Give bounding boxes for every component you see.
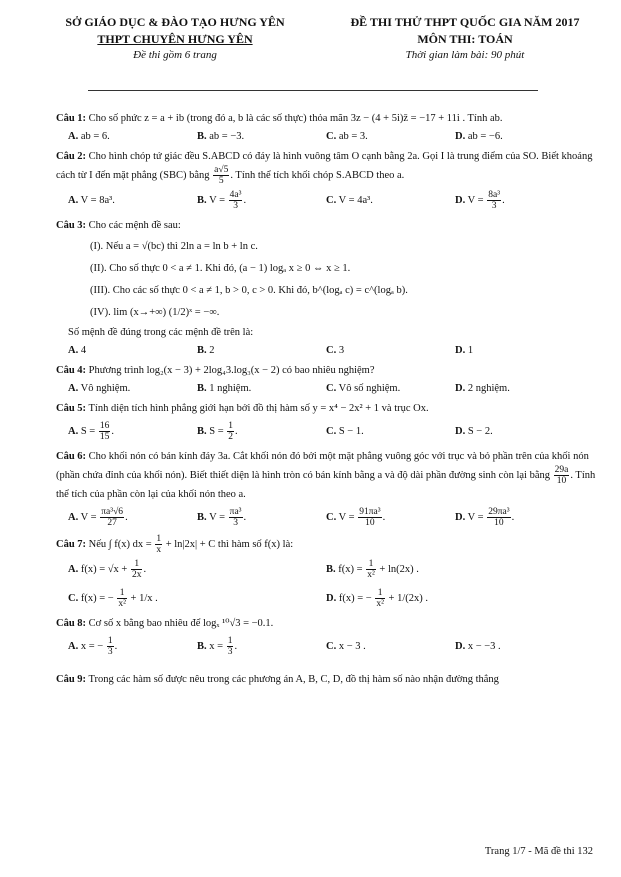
statement-4: (IV). lim (x→+∞) (1/2)ˣ = −∞. [90,307,220,318]
option-c[interactable]: C. x − 3 . [326,641,366,652]
option-b[interactable]: B. V = $\frac{\text{πa³}}{3}$ . [197,507,247,529]
option-a[interactable]: A. Vô nghiệm. [68,383,131,394]
option-d[interactable]: D. f(x) = − $\frac{1}{\text{x²}}$ + 1/(2x) . [326,588,429,610]
school-name: THPT CHUYÊN HƯNG YÊN [97,32,253,46]
option-d[interactable]: D. 2 nghiệm. [455,383,510,394]
option-b[interactable]: B. x = $\frac{1}{3}$ . [197,636,238,658]
option-c[interactable]: C. f(x) = − $\frac{1}{\text{x²}}$ + 1/x . [68,588,158,610]
question-5 [56,400,596,417]
page-count-note: Đề thi gồm 6 trang [133,49,217,61]
option-b[interactable]: B. 2 [197,345,215,356]
question-text: Cho các mệnh đề sau: [88,220,181,231]
question-8-options [56,634,596,660]
option-b[interactable]: B. S = $\frac{1}{2}$ . [197,421,238,443]
question-5-options [56,419,596,445]
question-text: Tính diện tích hình phẳng giới hạn bởi đồ thị hàm số y = x⁴ − 2x² + 1 và trục Ox. [88,403,429,414]
option-a[interactable]: A. S = $\frac{16}{15}$ . [68,421,114,443]
question-6-options [56,505,596,531]
question-text: Cho khối nón có bán kính đáy 3a. Cắt khối nón đó bởi một mặt phẳng vuông góc với trục và bỏ phần trên của khối nón (phần chứa đỉnh của khối nón). Biết thiết diện là hình tròn có bán kính bằng a và độ dài phần đường sinh còn lại bằng [56,451,589,481]
question-8 [56,615,596,632]
option-d[interactable]: D. 1 [455,345,474,356]
option-a[interactable]: A. 4 [68,345,87,356]
question-label: Câu 4: [56,365,87,376]
exam-title-block [340,14,590,63]
question-3-prompt: Số mệnh đề đúng trong các mệnh đề trên là: [68,327,254,338]
option-c[interactable]: C. Vô số nghiệm. [326,383,401,394]
question-1 [56,110,596,127]
option-a[interactable]: A. f(x) = √x + $\frac{1}{2x}$ . [68,559,147,581]
question-6 [56,448,596,503]
question-text-cont: + ln|2x| + C thì hàm số f(x) là: [165,538,294,550]
question-text-cont: . Tính thể tích khối chóp S.ABCD theo a. [230,169,405,181]
question-text: Nếu ∫ f(x) dx = [88,538,152,550]
question-2 [56,148,596,186]
question-label: Câu 8: [56,618,87,629]
question-2-options [56,188,596,214]
exam-title: ĐỀ THI THỬ THPT QUỐC GIA NĂM 2017 [350,15,580,29]
option-a[interactable]: A. x = − $\frac{1}{3}$ . [68,636,118,658]
option-b[interactable]: B. V = $\frac{\text{4a³}}{3}$ . [197,190,247,212]
school-block [45,14,305,63]
subject-name: MÔN THI: TOÁN [417,32,513,46]
option-a[interactable]: A. V = $\frac{\text{πa³√6}}{27}$ . [68,507,128,529]
question-text-cont: . Tính thể tích của phần còn lại của khối nón theo a. [56,469,596,500]
option-c[interactable]: C. V = 4a³. [326,195,373,206]
fraction: $\frac{29a}{10}$ [554,465,569,486]
question-label: Câu 6: [56,451,87,462]
question-3-options [56,343,596,359]
option-c[interactable]: C. V = $\frac{\text{91πa³}}{10}$ . [326,507,386,529]
question-4-options [56,381,596,397]
question-9 [56,671,596,688]
option-c[interactable]: C. 3 [326,345,345,356]
statement-3: (III). Cho các số thực 0 < a ≠ 1, b > 0, c > 0. Khi đó, b^(logₐ c) = c^(logₐ b). [90,285,408,296]
question-3 [56,217,596,234]
question-label: Câu 9: [56,674,87,685]
option-d[interactable]: D. ab = −6. [455,131,503,142]
option-c[interactable]: C. S − 1. [326,426,364,437]
department-name: SỞ GIÁO DỤC & ĐÀO TẠO HƯNG YÊN [65,15,285,29]
option-d[interactable]: D. V = $\frac{\text{29πa³}}{10}$ . [455,507,515,529]
question-label: Câu 3: [56,220,87,231]
fraction: $\frac{1}{x}$ [156,534,162,555]
question-text: Phương trình log₂(x − 3) + 2log₄3.log₃(x − 2) có bao nhiêu nghiệm? [88,365,375,376]
question-4 [56,362,596,379]
statement-1: (I). Nếu a = √(bc) thì 2ln a = ln b + ln c. [90,241,258,252]
question-7-options-row2 [56,586,596,612]
question-text: Trong các hàm số được nêu trong các phương án A, B, C, D, đồ thị hàm số nào nhận đường thẳng [88,674,499,685]
question-text: Cho hình chóp tứ giác đều S.ABCD có đáy là hình vuông tâm O cạnh bằng 2a. Gọi I là trung điểm của SO. Biết khoảng cách từ I đến mặt phẳng (SBC) bằng [56,151,593,181]
question-label: Câu 1: [56,113,87,124]
question-text: Cơ số x bằng bao nhiêu để logₓ ¹⁰√3 = −0.1. [88,618,274,629]
header-divider [88,90,538,91]
option-b[interactable]: B. f(x) = $\frac{1}{\text{x²}}$ + ln(2x) . [326,559,419,581]
question-label: Câu 2: [56,151,87,162]
question-7-options-row1 [56,557,596,583]
option-d[interactable]: D. S − 2. [455,426,493,437]
time-limit: Thời gian làm bài: 90 phút [405,49,525,61]
option-a[interactable]: A. V = 8a³. [68,195,115,206]
fraction: $\frac{a√5}{5}$ [214,165,229,186]
exam-body [56,110,596,690]
page-footer: Trang 1/7 - Mã đề thi 132 [484,846,593,857]
question-7 [56,534,596,555]
option-c[interactable]: C. ab = 3. [326,131,368,142]
question-text: Cho số phức z = a + ib (trong đó a, b là các số thực) thỏa mãn 3z − (4 + 5i)z̄ = −17 + 11i . Tính ab. [88,113,503,124]
option-d[interactable]: D. V = $\frac{\text{8a³}}{3}$ . [455,190,505,212]
option-b[interactable]: B. ab = −3. [197,131,245,142]
exam-header [0,14,621,74]
option-b[interactable]: B. 1 nghiệm. [197,383,252,394]
question-label: Câu 5: [56,403,87,414]
option-d[interactable]: D. x − −3 . [455,641,501,652]
statement-2: (II). Cho số thực 0 < a ≠ 1. Khi đó, (a − 1) logₐ x ≥ 0 ⇔ x ≥ 1. [90,263,351,274]
question-label: Câu 7: [56,538,87,550]
question-1-options [56,129,596,145]
option-a[interactable]: A. ab = 6. [68,131,110,142]
